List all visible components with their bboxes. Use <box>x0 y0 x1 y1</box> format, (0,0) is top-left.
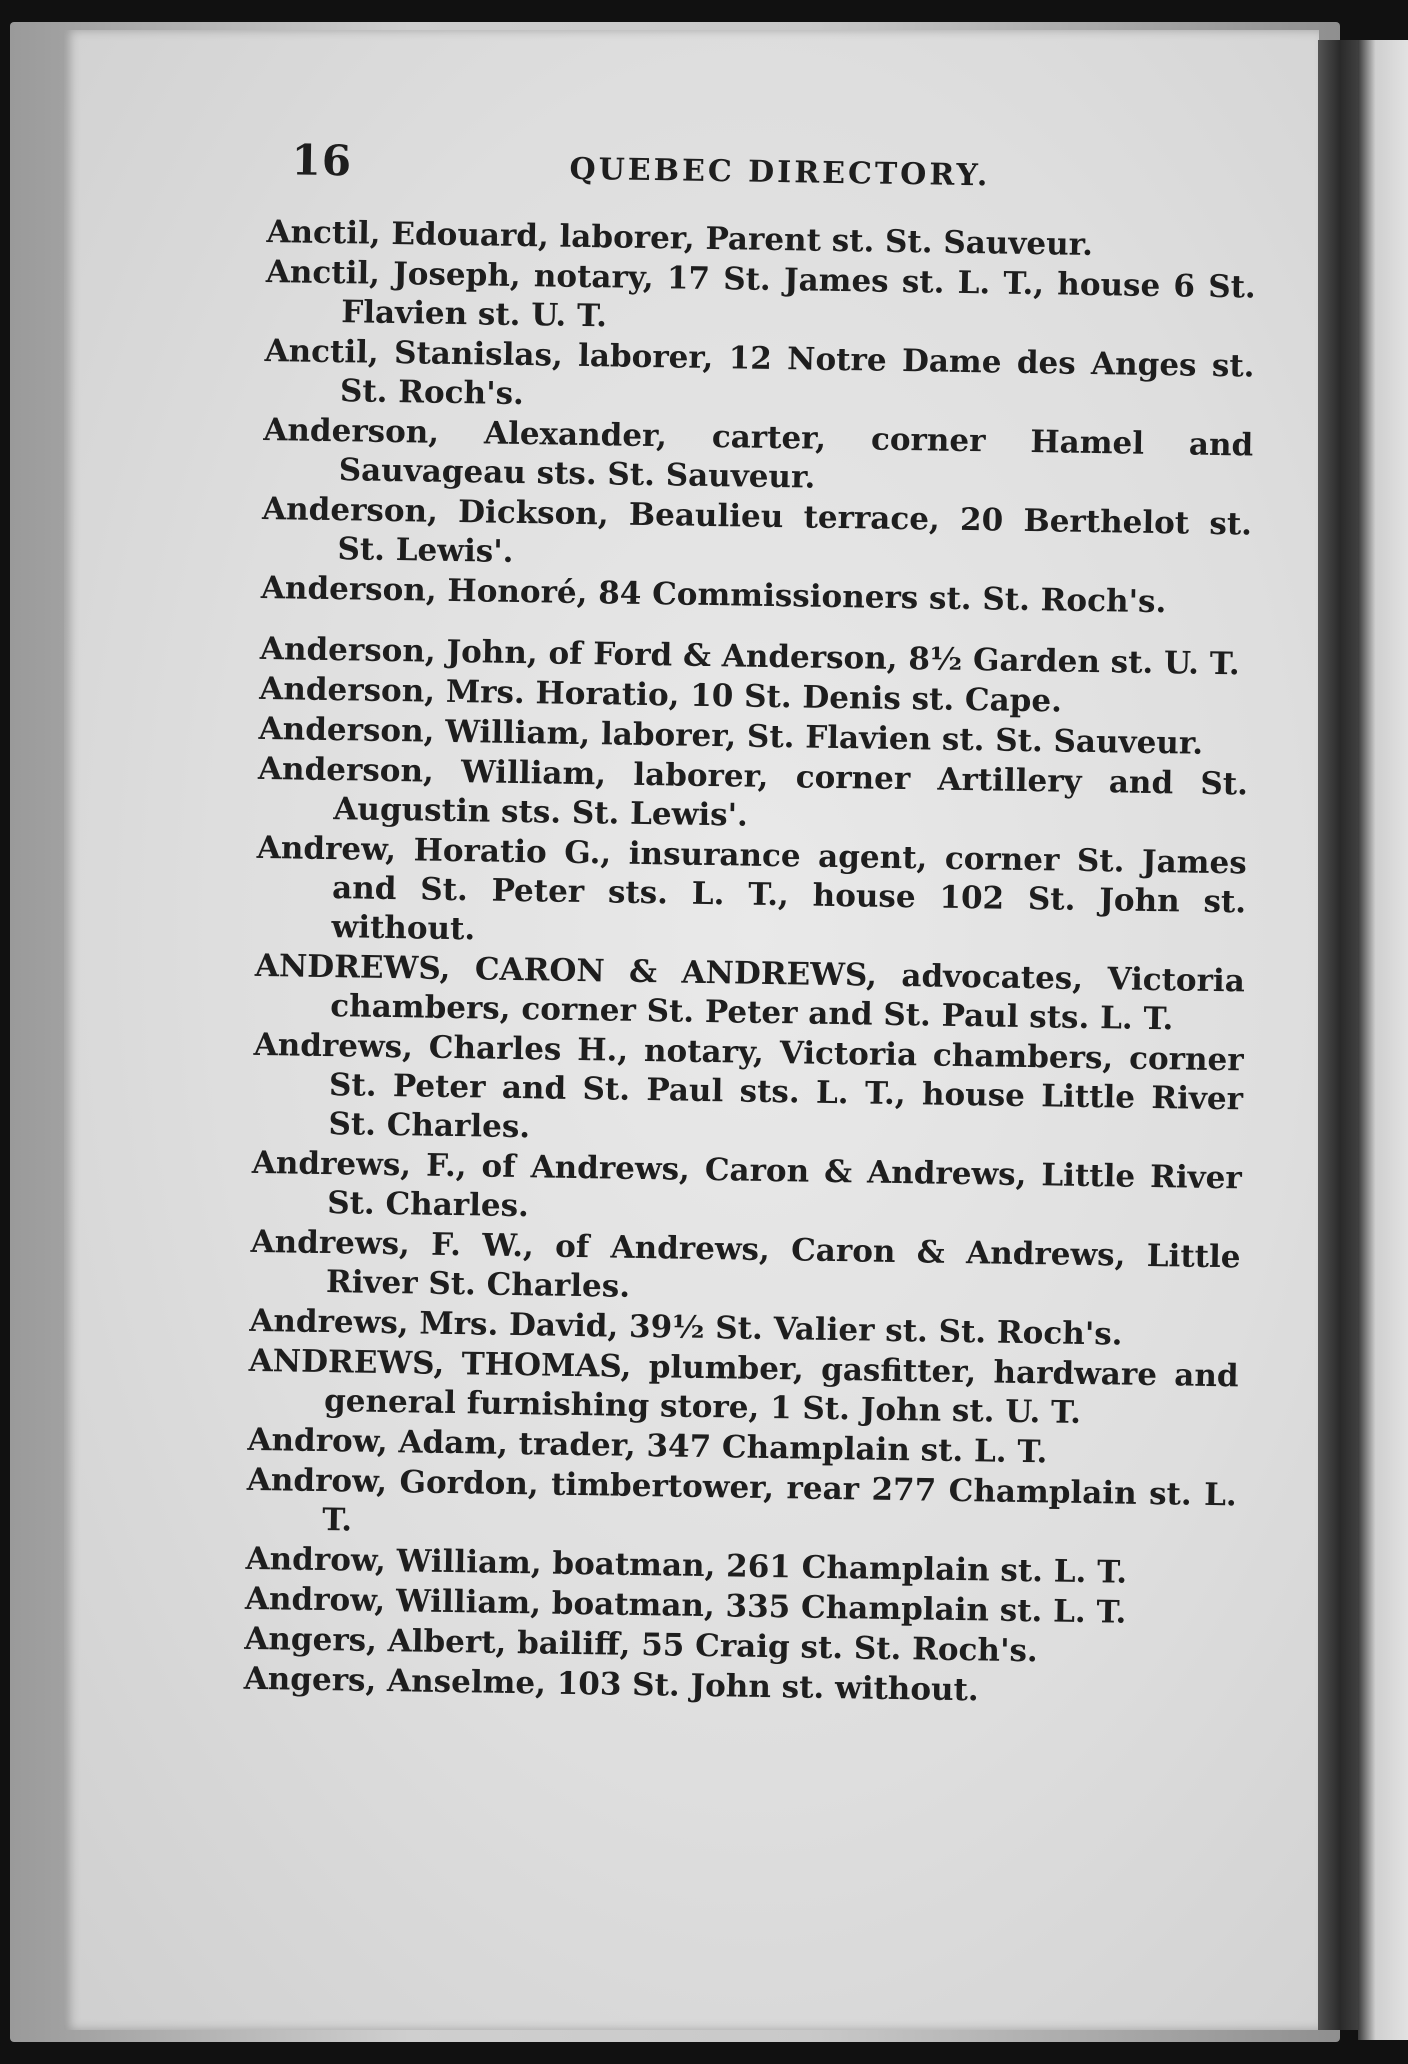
page-number: 16 <box>291 135 353 186</box>
directory-entry: Androw, William, boatman, 335 Champlain st. L. T. <box>244 1580 1127 1631</box>
directory-entry: Andrews, Charles H., notary, Victoria chambers, corner St. Peter and St. Paul sts. L. T., house Little River St. Charles. <box>253 1026 1244 1146</box>
directory-entry: Anctil, Joseph, notary, 17 St. James st. L. T., house 6 St. Flavien st. U. T. <box>265 253 1257 335</box>
directory-entry: Angers, Anselme, 103 St. John st. without. <box>243 1660 979 1709</box>
facing-page-edge <box>1358 40 1408 2040</box>
directory-entry: ANDREWS, THOMAS, plumber, gasfitter, hardware and general furnishing store, 1 St. John st. U. T. <box>248 1342 1239 1431</box>
directory-entry: Andrews, F., of Andrews, Caron & Andrews, Little River St. Charles. <box>251 1144 1243 1225</box>
directory-entry: Anderson, Mrs. Horatio, 10 St. Denis st. Cape. <box>259 670 1063 720</box>
directory-entry: ANDREWS, CARON & ANDREWS, advocates, Victoria chambers, corner St. Peter and St. Paul sts. L. T. <box>254 947 1246 1038</box>
directory-entry: Anderson, Honoré, 84 Commissioners st. St. Roch's. <box>260 569 1167 621</box>
directory-entries <box>243 213 1256 1714</box>
directory-entry: Anderson, John, of Ford & Anderson, 8½ Garden st. U. T. <box>259 630 1240 683</box>
directory-entry: Androw, William, boatman, 261 Champlain st. L. T. <box>245 1540 1128 1591</box>
directory-entry: Androw, Gordon, timbertower, rear 277 Champlain st. L. T. <box>246 1461 1238 1539</box>
directory-entry: Andrew, Horatio G., insurance agent, corner St. James and St. Peter sts. L. T., house 102 St. John st. without. <box>256 829 1247 948</box>
directory-entry: Anderson, Alexander, carter, corner Hamel and Sauvageau sts. St. Sauveur. <box>263 411 1254 496</box>
directory-entry: Androw, Adam, trader, 347 Champlain st. L. T. <box>247 1421 1048 1471</box>
directory-entry: Anderson, Dickson, Beaulieu terrace, 20 Berthelot st. St. Lewis'. <box>261 490 1253 570</box>
directory-entry: Angers, Albert, bailiff, 55 Craig st. St. Roch's. <box>244 1620 1039 1670</box>
directory-entry: Andrews, F. W., of Andrews, Caron & Andrews, Little River St. Charles. <box>250 1223 1241 1305</box>
directory-entry: Anctil, Stanislas, laborer, 12 Notre Dame des Anges st. St. Roch's. <box>264 332 1255 413</box>
directory-entry: Anderson, William, laborer, St. Flavien st. St. Sauveur. <box>258 710 1204 762</box>
page-content <box>243 135 1257 1715</box>
directory-entry: Andrews, Mrs. David, 39½ St. Valier st. St. Roch's. <box>249 1302 1123 1353</box>
book-spine-shadow <box>1318 40 1362 2030</box>
directory-entry: Anctil, Edouard, laborer, Parent st. St. Sauveur. <box>266 213 1094 263</box>
running-head: QUEBEC DIRECTORY. <box>569 151 991 194</box>
directory-entry: Anderson, William, laborer, corner Artillery and St. Augustin sts. St. Lewis'. <box>257 750 1249 834</box>
